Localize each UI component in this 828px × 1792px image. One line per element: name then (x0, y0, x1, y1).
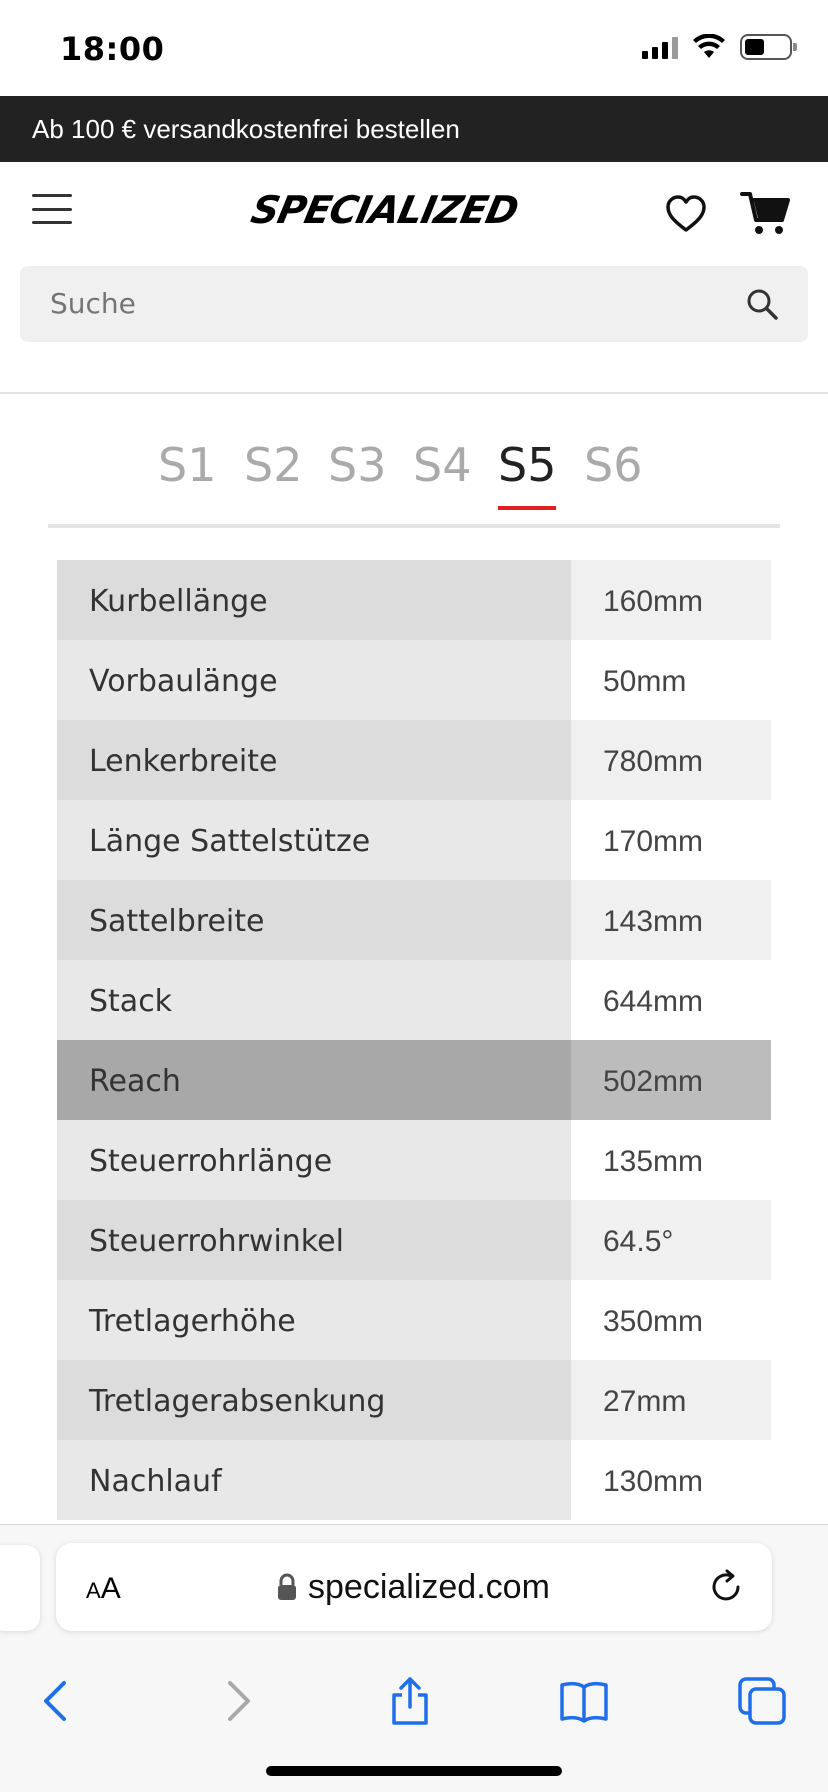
hamburger-menu-icon[interactable] (32, 194, 72, 224)
tab-s6[interactable]: S6 (584, 438, 643, 492)
address-bar[interactable] (56, 1543, 772, 1631)
home-indicator[interactable] (266, 1766, 562, 1776)
back-icon[interactable] (32, 1675, 84, 1727)
row-value: 170mm (571, 800, 771, 880)
row-value: 27mm (571, 1360, 771, 1440)
lock-icon (276, 1572, 298, 1602)
browser-chrome (0, 1524, 828, 1792)
row-label: Kurbellänge (57, 560, 571, 640)
bookmarks-icon[interactable] (558, 1675, 610, 1727)
tab-s1[interactable]: S1 (158, 438, 217, 492)
geometry-table (57, 560, 771, 1520)
row-value: 130mm (571, 1440, 771, 1520)
row-label: Vorbaulänge (57, 640, 571, 720)
brand-logo[interactable]: SPECIALIZED (247, 188, 522, 232)
table-row (57, 640, 771, 720)
table-row (57, 1440, 771, 1520)
cellular-signal-icon (642, 35, 678, 59)
row-label: Reach (57, 1040, 571, 1120)
table-row (57, 560, 771, 640)
row-label: Tretlagerhöhe (57, 1280, 571, 1360)
status-time: 18:00 (60, 30, 165, 68)
row-value: 50mm (571, 640, 771, 720)
tab-s4[interactable]: S4 (413, 438, 472, 492)
row-value: 502mm (571, 1040, 771, 1120)
tab-s3[interactable]: S3 (328, 438, 387, 492)
row-label: Länge Sattelstütze (57, 800, 571, 880)
row-value: 135mm (571, 1120, 771, 1200)
row-value: 780mm (571, 720, 771, 800)
section-divider (0, 392, 828, 394)
status-icons (642, 34, 792, 60)
row-label: Steuerrohrwinkel (57, 1200, 571, 1280)
row-label: Sattelbreite (57, 880, 571, 960)
search-bar (20, 266, 808, 342)
share-icon[interactable] (384, 1675, 436, 1727)
shopping-cart-icon[interactable] (740, 190, 792, 238)
browser-toolbar (0, 1653, 828, 1743)
search-input[interactable] (50, 266, 690, 342)
url-display[interactable] (276, 1543, 550, 1631)
wishlist-heart-icon[interactable] (664, 192, 708, 236)
url-text: specialized.com (308, 1568, 550, 1606)
tabs-icon[interactable] (736, 1675, 788, 1727)
table-row (57, 720, 771, 800)
row-label: Tretlagerabsenkung (57, 1360, 571, 1440)
table-row (57, 1120, 771, 1200)
reload-icon[interactable] (706, 1567, 746, 1607)
table-row (57, 960, 771, 1040)
row-label: Steuerrohrlänge (57, 1120, 571, 1200)
row-value: 64.5° (571, 1200, 771, 1280)
table-row (57, 1360, 771, 1440)
tabs-underline (48, 524, 780, 528)
table-row (57, 800, 771, 880)
row-value: 644mm (571, 960, 771, 1040)
size-tabs (48, 430, 780, 530)
row-value: 143mm (571, 880, 771, 960)
row-value: 160mm (571, 560, 771, 640)
table-row (57, 880, 771, 960)
wifi-icon (692, 34, 726, 60)
search-icon[interactable] (744, 286, 780, 322)
row-value: 350mm (571, 1280, 771, 1360)
forward-icon[interactable] (210, 1675, 262, 1727)
tab-s5[interactable]: S5 (498, 430, 556, 500)
site-header (0, 162, 828, 266)
table-row-highlighted (57, 1040, 771, 1120)
row-label: Stack (57, 960, 571, 1040)
text-size-button[interactable]: AA (86, 1572, 121, 1605)
tab-s2[interactable]: S2 (244, 438, 303, 492)
row-label: Nachlauf (57, 1440, 571, 1520)
status-bar (0, 0, 828, 96)
promo-banner[interactable]: Ab 100 € versandkostenfrei bestellen (0, 96, 828, 162)
previous-tab-preview[interactable] (0, 1545, 40, 1631)
battery-icon (740, 34, 792, 60)
table-row (57, 1200, 771, 1280)
row-label: Lenkerbreite (57, 720, 571, 800)
table-row (57, 1280, 771, 1360)
